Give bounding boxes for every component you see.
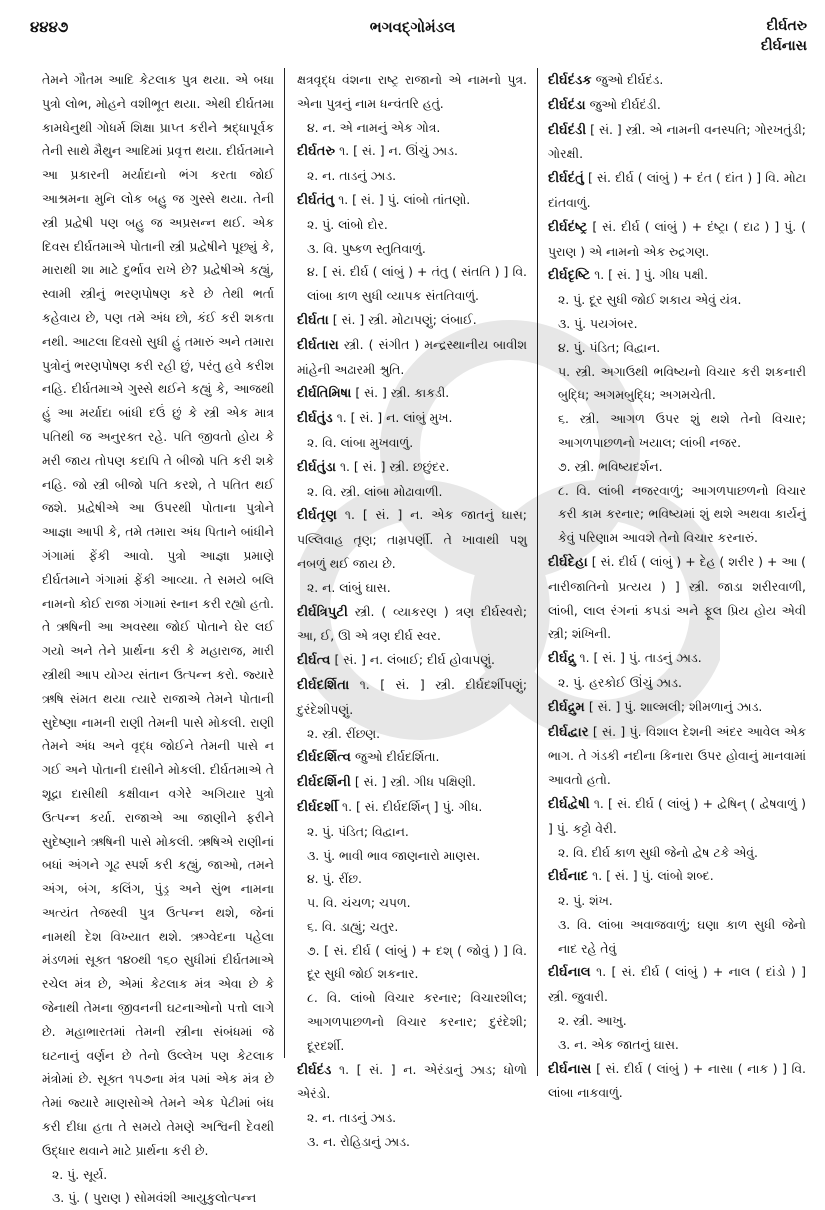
sense-definition: ૨. પું. હરકોઈ ઊંચું ઝાડ. — [558, 674, 682, 690]
definition: [ સં. ] સ્ત્રી. એ નામની વનસ્પતિ; ગોરખતુંડી; ગોરક્ષી. — [548, 121, 806, 162]
sense-definition: ૭. સ્ત્રી. ભવિષ્યદર્શન. — [558, 458, 663, 474]
definition: સ્ત્રી. ( વ્યાકરણ ) ત્રણ દીર્ઘસ્વરો; આ, ઈ, ઊ એ ત્રણ દીર્ઘ સ્વર. — [297, 603, 527, 644]
column-1 — [42, 68, 274, 1210]
headword: દીર્ઘદ્રુમ — [548, 699, 585, 715]
sense-definition: ૩. વિ. લાંબા અવાજવાળું; ઘણા કાળ સુધી જેનો નાદ રહે તેવું — [558, 916, 806, 956]
definition: [ સં. ] ન. લંબાઈ; દીર્ઘ હોવાપણું. — [334, 652, 495, 668]
continued-paragraph: ક્ષત્રવૃદ્ધ વંશના રાષ્ટ્ર રાજાનો એ નામનો પુત્ર. એના પુત્રનું નામ ધન્વંતરિ હતું. — [297, 72, 527, 111]
dictionary-entry — [297, 745, 527, 770]
sense-definition: ૩. પું. ભાવી ભાવ જાણનારો માણસ. — [307, 847, 481, 863]
definition: [ સં. ] સ્ત્રી. ગીધ પક્ષિણી. — [354, 774, 476, 790]
definition: [ સં. ] સ્ત્રી. મોટાપણું; લંબાઈ. — [332, 311, 477, 327]
definition: ૧. [ સં. દીર્ઘ ( લાંબું ) + દ્વેષિન્ ( દ્વેષવાળું ) ] પું. કટ્ટો વેરી. — [548, 795, 806, 836]
dictionary-entry — [548, 1057, 806, 1106]
dictionary-entry — [548, 215, 806, 264]
dictionary-entry — [297, 1058, 527, 1107]
dictionary-entry — [297, 648, 527, 673]
column-3 — [548, 68, 806, 1105]
sense-definition: ૨. પું. પંડિત; વિદ્વાન. — [307, 823, 409, 839]
dictionary-entry — [297, 406, 527, 431]
headword: દીર્ઘદર્શિની — [297, 775, 351, 791]
sense-definition: ૨. વિ. લાંબા મુખવાળું. — [307, 434, 414, 450]
dictionary-entry — [548, 960, 806, 1009]
definition: ૧. [ સં. ] ન. એરંડાનું ઝાડ; ધોળો એરંડો. — [297, 1061, 527, 1102]
dictionary-entry — [297, 503, 527, 575]
book-title: ભગવદ્ગોમંડલ — [369, 18, 456, 36]
definition: ૧. [ સં. દીર્ઘ ( લાંબું ) + નાલ ( દાંડો ) ] સ્ત્રી. જુવારી. — [548, 964, 806, 1005]
page-number: ૪૪૪૭ — [30, 18, 69, 36]
sense-definition: ૨. વિ. સ્ત્રી. લાંબા મોઢાવાળી. — [307, 483, 443, 499]
sense-definition: ૪. ન. એ નામનું એક ગોત્ર. — [307, 119, 441, 135]
definition: ૧. [ સં. ] સ્ત્રી. દીર્ઘદર્શીપણું; દુરંદેશીપણું. — [297, 676, 527, 717]
definition: ૧. [ સં. ] પું. ગીધ પક્ષી. — [594, 267, 709, 283]
headword: દીર્ઘનાસ — [548, 1061, 592, 1077]
definition: ૧. [ સં. ] પું. લાંબો શબ્દ. — [592, 868, 714, 884]
sense-definition: ૭. [ સં. દીર્ઘ ( લાંબું ) + દશ્ ( જોવું ) ] વિ. દૂર સુધી જોઈ શકનાર. — [307, 942, 527, 982]
headword: દીર્ઘતા — [297, 312, 329, 328]
definition: ૧. [ સં. ] પું. લાંબો તાંતણો. — [338, 191, 471, 207]
definition: ૧. [ સં. ] ન. એક જાતનું ઘાસ; પલ્લિવાહ તૃણ; તામ્રપર્ણી. તે ખાવાથી પશુ નબળું થઈ જાય છે. — [297, 507, 527, 571]
definition: ૧. [ સં. દીર્ઘદર્શિન્ ] પું. ગીધ. — [342, 798, 483, 814]
dictionary-entry — [297, 333, 527, 382]
dictionary-entry — [548, 720, 806, 792]
headword: દીર્ઘદ્વેષી — [548, 796, 590, 812]
guide-word-first: દીર્ઘતરુ — [766, 18, 807, 34]
sense-definition: ૬. સ્ત્રી. આગળ ઉપર શું થશે તેનો વિચાર; આગળપાછળનો ખયાલ; લાંબી નજર. — [558, 411, 806, 450]
headword: દીર્ઘદંડક — [548, 73, 592, 88]
dictionary-entry — [297, 188, 527, 213]
headword: દીર્ઘત્રિપુટી — [297, 604, 348, 620]
continued-paragraph: તેમને ગૌતમ આદિ કેટલાક પુત્ર થયા. એ બધા પુત્રો લોભ, મોહને વશીભૂત થયા. એથી દીર્ઘતમા કામધેનુથી ગોધર્મ શિક્ષા પ્રાપ્ત કરીને શ્રદ્ધાપૂર્વક તેની સાથે મૈથુન આદિમાં પ્રવૃત્ત થયા. દીર્ઘતમાને આ પ્રકારની મર્યાદાનો ભંગ કરતા જોઈ આશ્રમના મુનિ લોક બહુ જ ગુસ્સે થયા. તેની સ્ત્રી પ્રદ્વેષી પણ બહુ જ અપ્રસન્ન થઈ. એક દિવસ દીર્ઘતમાએ પોતાની સ્ત્રી પ્રદ્વેષીને પૂછ્યું કે, મારાથી શા માટે દુર્ભાવ રાખે છે? પ્રદ્વેષીએ કહ્યું, સ્વામી સ્ત્રીનું ભરણપોષણ કરે છે તેથી ભર્તા કહેવાય છે, પણ તમે અંધ છો, કંઈ કરી શકતા નથી. આટલા દિવસો સુધી હું તમારું અને તમારા પુત્રોનું ભરણપોષણ કરી રહી છું, પરંતુ હવે કરીશ નહિ. દીર્ઘતમાએ ગુસ્સે થઈને કહ્યું કે, આજથી હું આ મર્યાદા બાંધી દઉં છું કે સ્ત્રી એક માત્ર પતિથી જ અનુરક્ત રહે. પતિ જીવતો હોય કે મરી જાય તોપણ કદાપિ તે બીજો પતિ કરી શકે નહિ. જો સ્ત્રી બીજો પતિ કરશે, તે પતિત થઈ જશે. પ્રદ્વેષીએ આ ઉપરથી પોતાના પુત્રોને આજ્ઞા આપી કે, તમે તમારા અંધ પિતાને બાંધીને ગંગામાં ફેંકી આવો. પુત્રો આજ્ઞા પ્રમાણે દીર્ઘતમાને ગંગામાં ફેંકી આવ્યા. તે સમયે બલિ નામનો કોઈ રાજા ગંગામાં સ્નાન કરી રહ્યો હતો. તે ઋષિની આ અવસ્થા જોઈ પોતાને ઘેર લઈ ગયો અને તેને પ્રાર્થના કરી કે મહારાજ, મારી સ્ત્રીથી આપ યોગ્ય સંતાન ઉત્પન્ન કરો. જ્યારે ઋષિ સંમત થયા ત્યારે રાજાએ તેમને પોતાની સુદેષ્ણા નામની રાણી તેમની પાસે મોકલી. રાણી તેમને અંધ અને વૃદ્ધ જોઈને તેમની પાસે ન ગઈ અને પોતાની દાસીને મોકલી. દીર્ઘતમાએ તે શૂદ્રા દાસીથી કક્ષીવાન વગેરે અગિયાર પુત્રો ઉત્પન્ન કર્યા. રાજાએ આ જાણીને ફરીને સુદેષ્ણાને ઋષિની પાસે મોકલી. ઋષિએ રાણીનાં બધાં અંગને ગૂઢ સ્પર્શ કરી કહ્યું, જાઓ, તમને અંગ, બંગ, કલિંગ, પુંડ્ર અને સુંભ નામના અત્યંત તેજસ્વી પુત્ર ઉત્પન્ન થશે, જેનાં નામથી દેશ વિખ્યાત થશે. ઋગ્વેદના પહેલા મંડળમાં સૂક્ત ૧૪૦થી ૧૬૦ સુધીમાં દીર્ઘતમાએ રચેલ મંત્ર છે, એમાં કેટલાક મંત્ર એવા છે કે જેનાથી તેમના જીવનની ઘટનાઓનો પત્તો લાગે છે. મહાભારતમાં તેમની સ્ત્રીના સંબંધમાં જે ઘટનાનું વર્ણન છે તેનો ઉલ્લેખ પણ કેટલાક મંત્રોમાં છે. સૂક્ત ૧૫૭ના મંત્ર ૫માં એક મંત્ર છે તેમાં જ્યારે માણસોએ તેમને એક પેટીમાં બંધ કરી દીધા હતા તે સમયે તેમણે અશ્વિની દેવથી ઉદ્ધાર થવાને માટે પ્રાર્થના કરી છે. — [42, 72, 274, 1158]
dictionary-entry — [297, 308, 527, 333]
dictionary-entry — [548, 263, 806, 288]
headword: દીર્ઘનાલ — [548, 965, 591, 981]
sense-definition: ૫. સ્ત્રી. અગાઉથી ભવિષ્યનો વિચાર કરી શકનારી બુદ્ધિ; અગમબુદ્ધિ; અગમચેતી. — [558, 363, 806, 403]
definition: ૧. [ સં. ] ન. લાંબું મુખ. — [336, 410, 453, 426]
headword: દીર્ઘદંડી — [548, 122, 587, 138]
headword: દીર્ઘનાદ — [548, 869, 589, 885]
headword: દીર્ઘતૃણ — [297, 508, 337, 524]
column-divider-1 — [284, 68, 285, 1058]
definition: જુઓ દીર્ઘદર્શિતા. — [354, 749, 440, 765]
headword: દીર્ઘદંષ્ટ્ર — [548, 219, 588, 235]
dictionary-entry — [548, 864, 806, 889]
sense-definition: ૨. ન. લાંબું ઘાસ. — [307, 579, 391, 595]
headword: દીર્ઘદ્વાર — [548, 724, 589, 740]
sense-definition: ૨. પું. શંખ. — [558, 893, 613, 909]
dictionary-entry — [548, 166, 806, 215]
sense-definition: ૩. પું. ( પુરાણ ) સોમવંશી આયુકુલોત્પન્ન — [52, 1190, 257, 1206]
dictionary-entry — [297, 770, 527, 795]
sense-definition: ૮. વિ. લાંબી નજરવાળું; આગળપાછળનો વિચાર કરી કામ કરનાર; ભવિષ્યમાં શું થશે અથવા કાર્યનું કેવું પરિણામ આવશે તેનો વિચાર કરનારું. — [558, 482, 806, 546]
sense-definition: ૫. વિ. ચંચળ; ચપળ. — [307, 895, 411, 911]
sense-definition: ૪. પું. રીંછ. — [307, 871, 362, 887]
sense-definition: ૨. સ્ત્રી. આખુ. — [558, 1013, 627, 1029]
definition: ૧. [ સં. ] ન. ઊંચું ઝાડ. — [339, 143, 458, 159]
guide-words — [761, 16, 807, 56]
headword: દીર્ઘદેહા — [548, 554, 588, 570]
dictionary-entry — [548, 118, 806, 167]
definition: [ સં. દીર્ઘ ( લાંબું ) + દંત ( દાંત ) ] વિ. મોટા દાંતવાળું. — [548, 170, 806, 210]
headword: દીર્ઘદંડ — [297, 1062, 332, 1078]
headword: દીર્ઘતંતુ — [297, 192, 335, 208]
headword: દીર્ઘત્વ — [297, 653, 331, 669]
dictionary-entry — [297, 381, 527, 406]
definition: [ સં. ] સ્ત્રી. કાકડી. — [355, 385, 450, 401]
dictionary-entry — [297, 139, 527, 164]
headword: દીર્ઘતરુ — [297, 144, 336, 160]
dictionary-entry — [297, 600, 527, 649]
sense-definition: ૪. [ સં. દીર્ઘ ( લાંબું ) + તંતુ ( સંતતિ ) ] વિ. લાંબા કાળ સુધી વ્યાપક સંતતિવાળું. — [307, 264, 527, 304]
dictionary-entry — [548, 695, 806, 720]
headword: દીર્ઘદર્શિતા — [297, 677, 350, 693]
definition: સ્ત્રી. ( સંગીત ) મન્દ્રસ્થાનીય બાવીશ માંહેની અઢારમી શ્રુતિ. — [297, 336, 527, 377]
dictionary-entry — [297, 795, 527, 820]
dictionary-entry — [548, 646, 806, 671]
definition: ૧. [ સં. ] પું. તાડનું ઝાડ. — [579, 650, 702, 666]
headword: દીર્ઘદૃષ્ટિ — [548, 268, 591, 284]
headword: દીર્ઘતારા — [297, 337, 339, 353]
column-divider-2 — [537, 68, 538, 1076]
sense-definition: ૨. ન. તાડનું ઝાડ. — [307, 168, 397, 184]
headword: દીર્ઘદ્રુ — [548, 651, 576, 667]
sense-definition: ૩. પું. પયગંબર. — [558, 315, 638, 331]
dictionary-entry — [548, 68, 806, 93]
sense-definition: ૪. પું. પંડિત; વિદ્વાન. — [558, 339, 661, 355]
dictionary-entry — [297, 455, 527, 480]
sense-definition: ૩. ન. એક જાતનું ઘાસ. — [558, 1036, 679, 1052]
sense-definition: ૨. પું. સૂર્ય. — [52, 1166, 108, 1182]
definition: [ સં. ] પું. શાલ્મલી; શીમળાનું ઝાડ. — [588, 698, 763, 714]
definition: [ સં. દીર્ઘ ( લાંબું ) + દેહ ( શરીર ) + આ ( નારીજાતિનો પ્રત્યય ) ] સ્ત્રી. જાડા શરીરવાળી, લાંબી, લાલ રંગનાં કપડાં અને ફૂલ પ્રિય હોય એવી સ્ત્રી; શંખિની. — [548, 553, 806, 642]
headword: દીર્ઘતિમિષા — [297, 386, 352, 402]
column-2 — [297, 68, 527, 1154]
sense-definition: ૩. વિ. પુષ્કળ સ્તુતિવાળું. — [307, 240, 426, 256]
sense-definition: ૨. ન. તાડનું ઝાડ. — [307, 1110, 397, 1126]
definition: ૧. [ સં. ] સ્ત્રી. છછુંદર. — [339, 458, 450, 474]
sense-definition: ૨. પું. લાંબો દોર. — [307, 216, 388, 232]
sense-definition: ૨. સ્ત્રી. રીંછણ. — [307, 725, 381, 741]
sense-definition: ૮. વિ. લાંબો વિચાર કરનાર; વિચારશીલ; આગળપાછળનો વિચાર કરનાર; દુરંદેશી; દૂરદર્શી. — [307, 990, 527, 1053]
dictionary-entry — [548, 93, 806, 118]
guide-word-last: દીર્ઘનાસ — [760, 38, 807, 54]
headword: દીર્ઘદંતું — [548, 171, 584, 187]
definition: જુઓ દીર્ઘદંડી. — [589, 96, 661, 112]
definition: [ સં. દીર્ઘ ( લાંબું ) + દંષ્ટ્રા ( દાઢ ) ] પું. ( પુરાણ ) એ નામનો એક રુદ્રગણ. — [548, 218, 806, 259]
headword: દીર્ઘદર્શિત્વ — [297, 750, 352, 766]
headword: દીર્ઘતુંડ — [297, 411, 333, 427]
headword: દીર્ઘદંડા — [548, 97, 586, 113]
definition: જુઓ દીર્ઘદંડ. — [595, 72, 664, 87]
dictionary-entry — [548, 550, 806, 646]
headword: દીર્ઘદર્શી — [297, 799, 339, 815]
dictionary-entry — [297, 673, 527, 722]
sense-definition: ૬. વિ. ડાહ્યું; ચતુર. — [307, 918, 399, 934]
sense-definition: ૩. ન. રોહિડાનું ઝાડ. — [307, 1134, 410, 1150]
headword: દીર્ઘતુંડા — [297, 459, 336, 475]
sense-definition: ૨. વિ. દીર્ઘ કાળ સુધી જેનો દ્વેષ ટકે એવું. — [558, 844, 758, 860]
sense-definition: ૨. પું. દૂર સુધી જોઈ શકાય એવું યંત્ર. — [558, 292, 742, 308]
definition: [ સં. ] પું. વિશાલ દેશની અંદર આવેલ એક ભાગ. તે ગંડકી નદીના કિનારા ઉપર હોવાનું માનવામાં આવતો હતો. — [548, 723, 806, 788]
dictionary-entry — [548, 792, 806, 841]
definition: [ સં. દીર્ઘ ( લાંબું ) + નાસા ( નાક ) ] વિ. લાંબા નાકવાળું. — [548, 1060, 806, 1101]
